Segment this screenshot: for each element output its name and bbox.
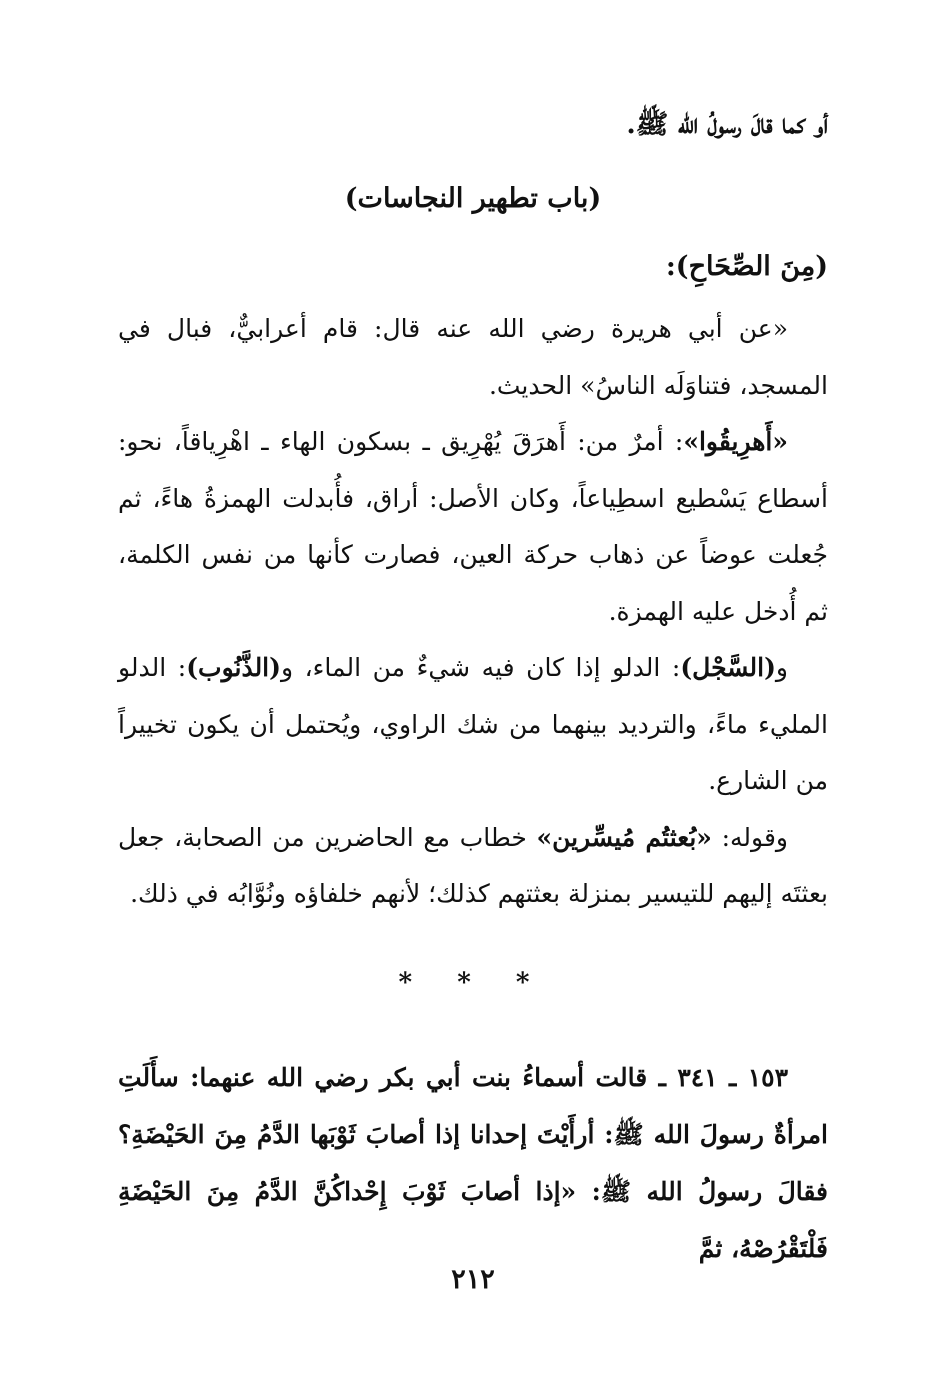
commentary-paragraph xyxy=(118,301,828,414)
section-subheading: (مِنَ الصِّحَاحِ): xyxy=(665,251,828,282)
paragraph-text: وقوله: xyxy=(711,822,788,852)
paragraph-text: : الدلو المليء ماءً، والترديد بينهما من شك الراوي، ويُحتمل أن يكون تخييراً من الشارع. xyxy=(118,653,828,795)
highlighted-term: (الذَّنُوب) xyxy=(186,653,281,682)
page-number: ٢١٢ xyxy=(451,1264,495,1295)
highlighted-term: «بُعثتُم مُيسِّرين» xyxy=(536,822,712,852)
section-separator: * * * xyxy=(398,967,548,998)
commentary-paragraph xyxy=(118,640,828,810)
commentary-paragraph xyxy=(118,414,828,640)
paragraph-text: : الدلو إذا كان فيه شيءٌ من الماء، و xyxy=(280,653,681,682)
paragraph-text: خطاب مع الحاضرين من الصحابة، جعل بعثتَه إليهم للتيسير بمنزلة بعثتهم كذلك؛ لأنهم خلفاؤه ونُوَّابُه في ذلك. xyxy=(118,822,828,908)
chapter-title: (باب تطهير النجاسات) xyxy=(344,183,602,214)
paragraph-text: و xyxy=(775,653,788,682)
hadith-text: ١٥٣ ـ ٣٤١ ـ قالت أسماءُ بنت أبي بكر رضي الله عنهما: سأَلَتِ امرأةٌ رسولَ الله ﷺ: أرأَيْتَ إحدانا إذا أصابَ ثَوْبَها الدَّمُ مِنَ الحَيْضَةِ؟ فقالَ رسولُ الله ﷺ: «إذا أصابَ ثَوْبَ إِحْداكُنَّ الدَّمُ مِنَ الحَيْضَةِ فَلْتَقْرُصْهُ، ثمَّ xyxy=(118,1062,828,1263)
paragraph-text: : أمرٌ من: أَهرَقَ يُهْرِيق ـ بسكون الهاء ـ اهْرِياقاً، نحو: أسطاع يَسْطيع اسطِياعاً، وكان الأصل: أراق، فأُبدلت الهمزةُ هاءً، ثم جُعلت عوضاً عن ذهاب حركة العين، فصارت كأنها من نفس الكلمة، ثم أُدخل عليه الهمزة. xyxy=(118,427,828,626)
commentary-paragraph xyxy=(118,810,828,923)
commentary-body xyxy=(118,301,828,923)
closing-line: أو كما قالَ رسولُ الله ﷺ. xyxy=(626,109,828,140)
paragraph-text: «عن أبي هريرة رضي الله عنه قال: قام أعرابيٌّ، فبال في المسجد، فتناوَلَه الناسُ» الحديث. xyxy=(118,314,828,400)
highlighted-term: «أَهرِيقُوا» xyxy=(683,427,788,456)
highlighted-term: (السَّجْل) xyxy=(680,653,776,682)
